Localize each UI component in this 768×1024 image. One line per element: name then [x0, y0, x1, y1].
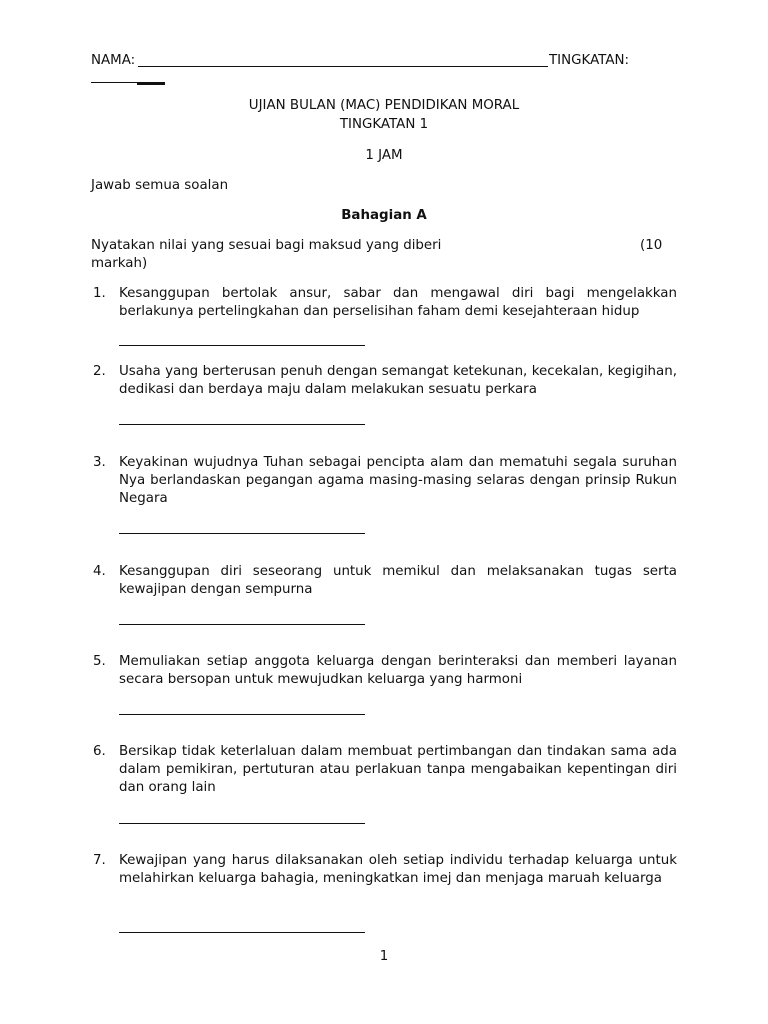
question-text: Kewajipan yang harus dilaksanakan oleh setiap individu terhadap keluarga untuk melahirkan keluarga bahagia, meningkatkan imej dan menjaga maruah keluarga — [119, 853, 677, 886]
question-number: 7. — [93, 853, 106, 868]
question-number: 6. — [93, 744, 106, 759]
section-marks-cont: markah) — [91, 256, 148, 271]
tingkatan-field-mark — [137, 83, 165, 85]
question-text: Kesanggupan diri seseorang untuk memikul dan melaksanakan tugas serta kewajipan dengan sempurna — [119, 564, 677, 597]
answer-line-3[interactable] — [119, 533, 365, 534]
section-heading: Bahagian A — [341, 208, 427, 223]
answer-line-6[interactable] — [119, 823, 365, 824]
general-instruction: Jawab semua soalan — [91, 178, 229, 193]
question-number: 3. — [93, 455, 106, 470]
question-text: Keyakinan wujudnya Tuhan sebagai pencipta alam dan mematuhi segala suruhan Nya berlandaskan pegangan agama masing-masing selaras dengan prinsip Rukun Negara — [119, 455, 677, 506]
question-number: 4. — [93, 564, 106, 579]
answer-line-4[interactable] — [119, 624, 365, 625]
student-info-row — [91, 52, 681, 72]
question-text: Kesanggupan bertolak ansur, sabar dan mengawal diri bagi mengelakkan berlakunya pertelingkahan dan perselisihan faham demi kesejahteraan hidup — [119, 286, 677, 319]
answer-line-2[interactable] — [119, 424, 365, 425]
section-prompt: Nyatakan nilai yang sesuai bagi maksud yang diberi — [91, 238, 442, 253]
question-text: Bersikap tidak keterlaluan dalam membuat pertimbangan dan tindakan sama ada dalam pemikiran, pertuturan atau perlakuan tanpa mengabaikan kepentingan diri dan orang lain — [119, 744, 677, 795]
nama-label: NAMA: — [91, 53, 136, 68]
question-number: 5. — [93, 654, 106, 669]
answer-line-5[interactable] — [119, 714, 365, 715]
question-text: Usaha yang berterusan penuh dengan semangat ketekunan, kecekalan, kegigihan, dedikasi dan berdaya maju dalam melakukan sesuatu perkara — [119, 364, 677, 397]
tingkatan-label: TINGKATAN: — [549, 53, 630, 68]
question-number: 1. — [93, 286, 106, 301]
answer-line-1[interactable] — [119, 345, 365, 346]
question-text: Memuliakan setiap anggota keluarga dengan berinteraksi dan memberi layanan secara bersopan untuk mewujudkan keluarga yang harmoni — [119, 654, 677, 687]
exam-form-level: TINGKATAN 1 — [339, 117, 429, 132]
nama-field[interactable] — [138, 66, 548, 67]
exam-duration: 1 JAM — [365, 148, 403, 163]
section-marks: (10 — [640, 238, 663, 253]
answer-line-7[interactable] — [119, 932, 365, 933]
page-number: 1 — [379, 949, 389, 964]
exam-title: UJIAN BULAN (MAC) PENDIDIKAN MORAL — [248, 98, 520, 113]
question-number: 2. — [93, 364, 106, 379]
